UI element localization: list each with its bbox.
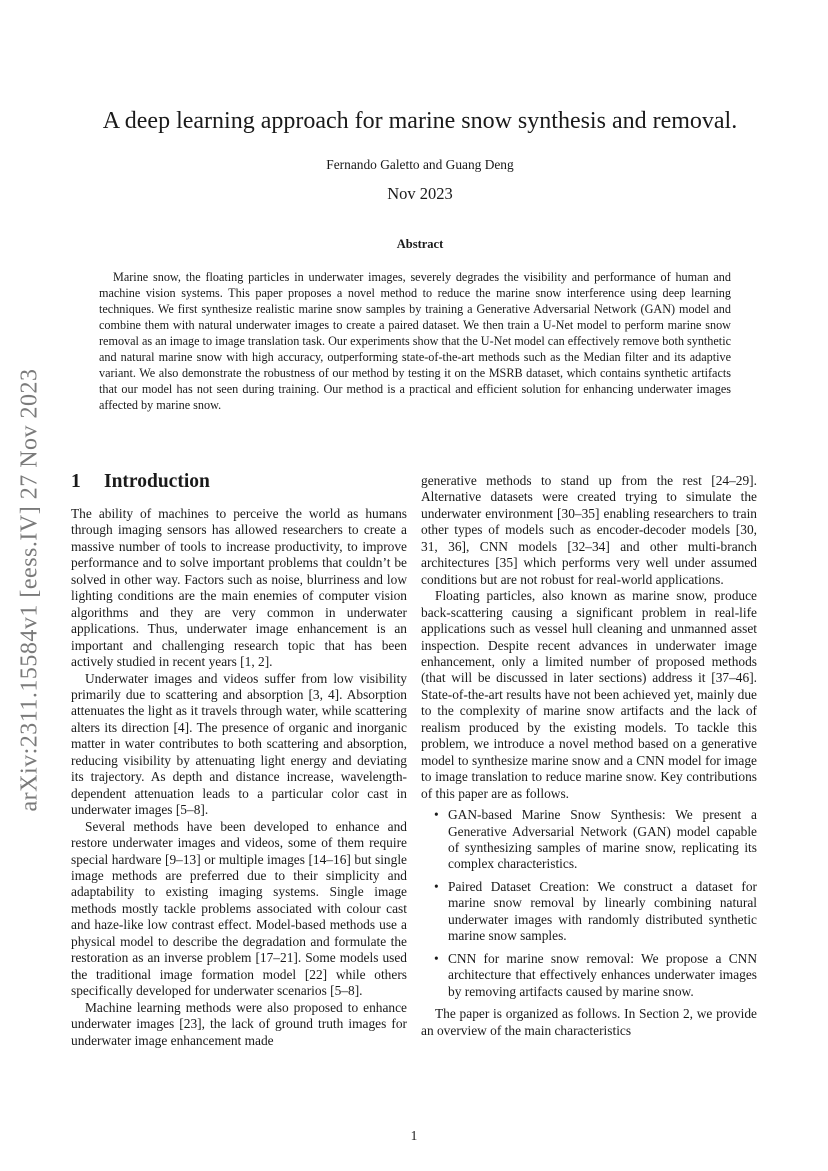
- paper-title: A deep learning approach for marine snow synthesis and removal.: [102, 108, 738, 134]
- contributions-list: [421, 807, 757, 1000]
- intro-paragraph-6: The paper is organized as follows. In Section 2, we provide an overview of the main characteristics: [421, 1006, 757, 1038]
- list-item: [421, 951, 757, 1000]
- contribution-text: Paired Dataset Creation: We construct a dataset for marine snow removal by linearly combining natural underwater images with randomly distributed synthetic marine snow samples.: [448, 878, 757, 944]
- abstract-text: Marine snow, the floating particles in underwater images, severely degrades the visibility and performance of human and machine vision systems. This paper proposes a novel method to reduce the marine snow interference using deep learning techniques. We first synthesize realistic marine snow samples by training a Generative Adversarial Network (GAN) model and combine them with natural underwater images to create a paired dataset. We then train a U-Net model to perform marine snow removal as an image to image translation task. Our experiments show that the U-Net model can effectively remove both synthetic and natural marine snow with high accuracy, outperforming state-of-the-art methods such as the Median filter and its adaptive variant. We also demonstrate the robustness of our method by testing it on the MSRB dataset, which contains synthetic artifacts that our model has not seen during training. Our method is a practical and efficient solution for enhancing underwater images affected by marine snow.: [99, 270, 731, 412]
- paper-date: Nov 2023: [387, 184, 453, 203]
- bullet-icon: •: [434, 807, 439, 823]
- intro-paragraph-1: The ability of machines to perceive the world as humans through imaging sensors has allowed researchers to create a massive number of tools to increase productivity, to improve performance and to solve important problems that couldn’t be solved in other way. Factors such as noise, blurriness and low lighting conditions are the main enemies of computer vision algorithms and they are very common in underwater applications. Thus, underwater image enhancement is an important and challenging research topic that has been actively studied in recent years [1, 2].: [71, 506, 407, 670]
- bullet-icon: •: [434, 950, 439, 966]
- section-number: 1: [71, 471, 81, 492]
- list-item: [421, 879, 757, 945]
- page-number: 1: [410, 1128, 418, 1143]
- list-item: [421, 807, 757, 873]
- contribution-text: GAN-based Marine Snow Synthesis: We present a Generative Adversarial Network (GAN) model capable of synthesizing samples of marine snow, replicating its complex characteristics.: [448, 807, 757, 872]
- arxiv-identifier: arXiv:2311.15584v1 [eess.IV] 27 Nov 2023: [16, 368, 43, 812]
- intro-paragraph-4: Machine learning methods were also proposed to enhance underwater images [23], the lack of ground truth images for underwater image enhancement made: [71, 999, 407, 1048]
- arxiv-identifier-sidebar: [0, 305, 70, 875]
- contribution-text: CNN for marine snow removal: We propose a CNN architecture that effectively enhances underwater images by removing artifacts caused by marine snow.: [448, 950, 757, 999]
- section-title: Introduction: [104, 471, 210, 492]
- bullet-icon: •: [434, 878, 439, 894]
- intro-paragraph-2: Underwater images and videos suffer from low visibility primarily due to scattering and absorption [3, 4]. Absorption attenuates the light as it travels through water, while scattering alters its direction [4]. The presence of organic and inorganic matter in water contributes to both scattering and absorption, reducing visibility by attenuating light energy and deviating its trajectory. As depth and distance increase, wavelength-dependent attenuation leads to a particular color cast in underwater images [5–8].: [71, 670, 407, 818]
- section-heading: [71, 470, 407, 494]
- intro-paragraph-3: Several methods have been developed to enhance and restore underwater images and videos, some of them require special hardware [9–13] or multiple images [14–16] but single image methods are preferred due to their simplicity and adaptability to existing imaging systems. Single image methods mostly tackle problems associated with colour cast and haze-like low contrast effect. Model-based methods use a physical model to describe the degradation and formulate the restoration as an inverse problem [17–21]. Some models used the traditional image formation model [22] while others specifically developed for underwater scenarios [5–8].: [71, 818, 407, 999]
- right-column: [421, 473, 757, 1039]
- intro-paragraph-4-continued: generative methods to stand up from the rest [24–29]. Alternative datasets were created trying to simulate the underwater environment [30–35] enabling researchers to train other types of models such as encoder-decoder models [30, 31, 36], CNN models [32–34] and other multi-branch architectures [35] which performs very well under assumed conditions but are not robust for real-world applications.: [421, 473, 757, 587]
- left-column: [71, 470, 407, 1049]
- abstract-heading: Abstract: [396, 237, 444, 251]
- paper-authors: Fernando Galetto and Guang Deng: [326, 157, 514, 172]
- intro-paragraph-5: Floating particles, also known as marine snow, produce back-scattering causing a significant problem in real-life applications such as vessel hull cleaning and unmanned asset inspection. Despite recent advances in underwater image enhancement, only a limited number of proposed methods (that will be discussed in later sections) address it [37–46]. State-of-the-art results have not been achieved yet, mainly due to the complexity of marine snow artifacts and the lack of realism produced by the existing models. To tackle this problem, we introduce a novel method based on a generative model to synthesize marine snow and a CNN model for image to image translation to reduce marine snow. Key contributions of this paper are as follows.: [421, 588, 757, 801]
